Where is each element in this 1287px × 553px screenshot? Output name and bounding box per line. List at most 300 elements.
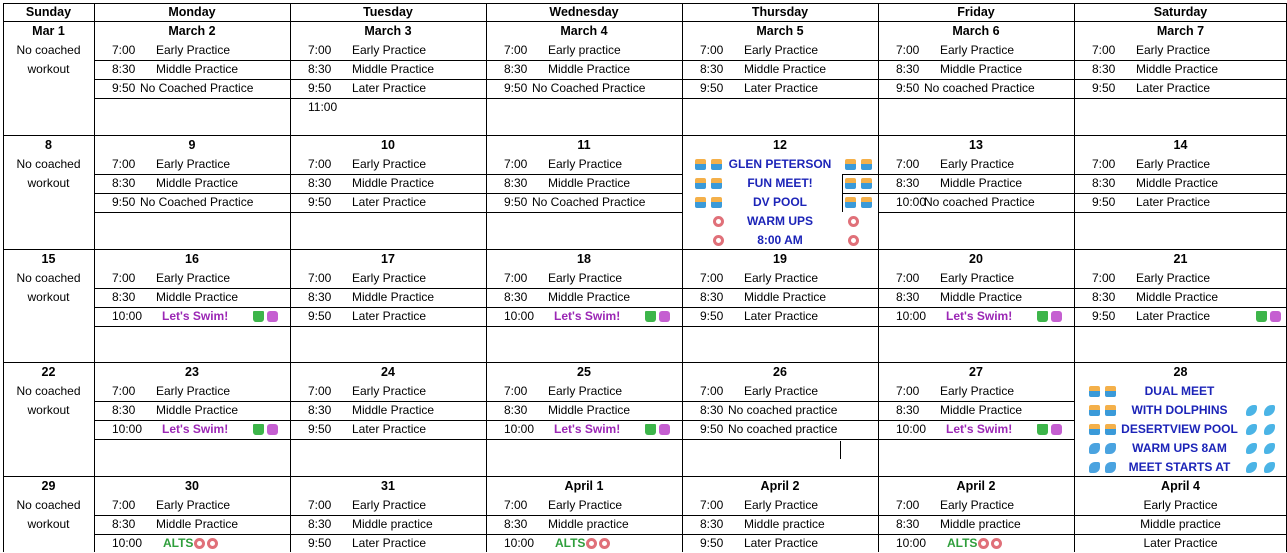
slot-activity: Later Practice [352,309,427,323]
slot-activity: Middle Practice [548,62,631,76]
slot-divider [878,326,1074,327]
sunday-note: workout [27,517,70,531]
slot-time: 10:00 [504,422,535,436]
column-divider [486,3,487,552]
swim-shorts-icon [1037,424,1048,435]
swimsuit-icon [1270,311,1281,322]
slot-activity: Middle Practice [156,62,239,76]
swim-shorts-icon [645,424,656,435]
date-label: March 7 [1156,24,1205,38]
event-text: DESERTVIEW POOL [1121,422,1238,436]
slot-activity: Early Practice [940,498,1015,512]
slot-activity: Middle Practice [1136,62,1219,76]
slot-time: 9:50 [700,81,724,95]
date-label: 12 [773,138,787,152]
slot-activity: Middle Practice [744,62,827,76]
slot-time: 8:30 [1092,62,1116,76]
event-text: 8:00 AM [757,233,803,247]
date-label: 23 [185,365,199,379]
swimmer-icon [845,197,856,208]
day-header-thursday: Thursday [751,5,809,19]
slot-time: 7:00 [896,271,920,285]
event-text: DUAL MEET [1144,384,1215,398]
slot-time: 9:50 [1092,309,1116,323]
slot-time: 7:00 [896,384,920,398]
column-divider [94,3,95,552]
event-line [682,174,878,193]
slot-divider [1074,326,1287,327]
slot-activity: No coached practice [728,422,838,436]
slot-time: 7:00 [700,498,724,512]
slot-time: 8:30 [896,290,920,304]
day-header-friday: Friday [957,5,995,19]
slot-activity: Middle Practice [156,176,239,190]
date-label: April 4 [1161,479,1200,493]
slot-activity: Later Practice [352,195,427,209]
slot-time: 9:50 [1092,195,1116,209]
slot-activity: Early Practice [156,157,231,171]
lets-swim-slot [938,307,1072,326]
slot-divider [94,212,290,213]
slot-activity: Middle Practice [744,290,827,304]
slot-activity: Middle Practice [352,176,435,190]
slot-time: 10:00 [112,422,143,436]
cursor-mark [840,441,841,459]
slot-time: 7:00 [112,384,136,398]
lets-swim-slot [546,307,680,326]
slot-activity: Middle Practice [352,290,435,304]
event-text: DV POOL [752,195,807,209]
slot-time: 7:00 [700,271,724,285]
slot-time: 7:00 [308,498,332,512]
slot-time: 10:00 [896,195,927,209]
life-ring-icon [991,538,1002,549]
swimmer-icon [861,178,872,189]
event-line [1074,382,1287,401]
slot-activity: No coached Practice [924,195,1035,209]
sunday-note: workout [27,62,70,76]
slot-divider [1074,212,1287,213]
slot-time: 10:00 [896,536,927,550]
slot-activity: Early Practice [940,43,1015,57]
date-label: 28 [1173,365,1188,379]
slot-activity: Early Practice [940,271,1015,285]
date-label: April 2 [760,479,800,493]
date-label: 8 [45,138,52,152]
slot-activity: Later Practice [352,536,427,550]
date-label: March 2 [168,24,216,38]
slot-divider [486,439,682,440]
slot-activity: Early Practice [352,384,427,398]
slot-activity: Early Practice [156,271,231,285]
slot-time: 7:00 [504,498,528,512]
slot-activity: Early Practice [352,43,427,57]
day-header-tuesday: Tuesday [363,5,413,19]
lets-swim-label: Let's Swim! [554,422,621,436]
day-header-saturday: Saturday [1153,5,1208,19]
slot-time: 8:30 [700,290,724,304]
slot-activity: Middle Practice [548,290,631,304]
slot-time: 7:00 [1092,157,1116,171]
swimmer-icon [845,178,856,189]
slot-activity: Early Practice [940,157,1015,171]
slot-time: 9:50 [308,309,332,323]
column-divider [878,3,879,552]
event-text: WITH DOLPHINS [1131,403,1228,417]
slot-activity: No Coached Practice [532,81,646,95]
date-label: 26 [773,365,787,379]
lets-swim-label: Let's Swim! [946,309,1013,323]
slot-activity: Middle Practice [352,62,435,76]
slot-activity: Later Practice [1136,81,1211,95]
sunday-note: No coached [16,271,81,285]
slot-activity: No coached Practice [924,81,1035,95]
slot-time: 9:50 [700,536,724,550]
date-label: 22 [41,365,56,379]
alts-slot [154,534,288,553]
slot-divider [486,212,682,213]
slot-time: 11:00 [308,100,338,114]
slot-time: 7:00 [308,43,332,57]
slot-time: 7:00 [896,157,920,171]
event-line [1074,401,1287,420]
sunday-note: workout [27,290,70,304]
sunday-note: workout [27,403,70,417]
day-header-monday: Monday [168,5,216,19]
slot-activity: Early Practice [744,271,819,285]
life-ring-icon [586,538,597,549]
slot-activity: Middle Practice [156,403,239,417]
slot-time: 7:00 [308,157,332,171]
sunday-note: workout [27,176,70,190]
slot-activity: Later Practice [1143,536,1218,550]
date-label: 29 [41,479,56,493]
date-label: 21 [1173,252,1188,266]
slot-time: 8:30 [700,62,724,76]
slot-time: 8:30 [504,403,528,417]
day-header-sunday: Sunday [25,5,72,19]
slot-activity: Early Practice [744,498,819,512]
event-text: WARM UPS 8AM [1132,441,1227,455]
column-divider [682,3,683,552]
alts-slot [546,534,680,553]
event-line [1074,458,1287,477]
slot-time: 8:30 [308,403,332,417]
date-label: Mar 1 [32,24,65,38]
date-label: 25 [577,365,591,379]
slot-time: 8:30 [112,517,136,531]
slot-activity: Middle Practice [1136,290,1219,304]
slot-activity: Later Practice [744,536,819,550]
swim-shorts-icon [645,311,656,322]
slot-activity: Early Practice [744,384,819,398]
slot-time: 8:30 [1092,290,1116,304]
swimmer-icon [861,159,872,170]
alts-label: ALTS [555,536,586,550]
date-label: 14 [1173,138,1188,152]
slot-divider [486,326,682,327]
date-label: 30 [185,479,199,493]
slot-activity: Early Practice [352,498,427,512]
slot-activity: Later Practice [1136,195,1211,209]
sunday-note: No coached [16,498,81,512]
date-label: 27 [969,365,983,379]
slot-time: 8:30 [112,62,136,76]
sunday-note: No coached [16,43,81,57]
alts-label: ALTS [947,536,978,550]
slot-activity: Middle practice [1140,517,1221,531]
slot-time: 7:00 [504,43,528,57]
slot-time: 9:50 [112,81,136,95]
slot-activity: Early Practice [1143,498,1218,512]
slot-time: 7:00 [112,43,136,57]
slot-time: 8:30 [700,403,724,417]
life-ring-icon [207,538,218,549]
slot-activity: Middle practice [352,517,433,531]
date-label: April 2 [956,479,996,493]
event-text: FUN MEET! [747,176,813,190]
slot-divider [290,439,486,440]
slot-activity: Later Practice [1136,309,1211,323]
life-ring-icon [599,538,610,549]
decor-line [1253,307,1283,326]
life-ring-icon [194,538,205,549]
slot-activity: Middle Practice [548,403,631,417]
slot-time: 8:30 [1092,176,1116,190]
date-label: 17 [381,252,395,266]
slot-time: 9:50 [308,536,332,550]
date-label: 31 [381,479,395,493]
swimmer-icon [845,159,856,170]
slot-activity: Early Practice [548,384,623,398]
slot-time: 7:00 [700,384,724,398]
slot-time: 9:50 [308,81,332,95]
slot-time: 8:30 [504,290,528,304]
slot-divider [94,98,290,99]
date-label: April 1 [564,479,604,493]
slot-divider [486,98,682,99]
slot-time: 7:00 [112,271,136,285]
slot-time: 8:30 [896,403,920,417]
lets-swim-slot [938,420,1072,439]
slot-divider [682,98,878,99]
event-line [1074,439,1287,458]
life-ring-icon [978,538,989,549]
slot-time: 9:50 [504,195,528,209]
swimsuit-icon [1051,311,1062,322]
slot-activity: Middle Practice [352,403,435,417]
slot-time: 9:50 [308,195,332,209]
slot-time: 8:30 [896,62,920,76]
slot-activity: Middle Practice [940,290,1023,304]
event-text: MEET STARTS AT [1128,460,1231,474]
slot-activity: Middle Practice [940,62,1023,76]
slot-time: 9:50 [308,422,332,436]
slot-time: 8:30 [896,176,920,190]
event-line [682,155,878,174]
slot-time: 7:00 [1092,43,1116,57]
slot-time: 7:00 [112,498,136,512]
swim-shorts-icon [1256,311,1267,322]
slot-time: 7:00 [308,384,332,398]
slot-activity: No coached practice [728,403,838,417]
slot-activity: Middle Practice [940,403,1023,417]
slot-divider [842,193,878,194]
lets-swim-slot [154,307,288,326]
slot-time: 7:00 [700,43,724,57]
slot-activity: Early Practice [1136,43,1211,57]
slot-divider [842,174,878,175]
date-label: March 4 [560,24,608,38]
slot-activity: Early Practice [156,43,231,57]
swimsuit-icon [1051,424,1062,435]
slot-time: 8:30 [308,62,332,76]
date-label: 16 [185,252,199,266]
slot-activity: Middle Practice [156,290,239,304]
date-label: 10 [381,138,395,152]
slot-time: 9:50 [700,422,724,436]
slot-activity: Early Practice [352,271,427,285]
slot-time: 9:50 [112,195,136,209]
event-line [682,212,878,231]
slot-time: 7:00 [896,498,920,512]
slot-divider [682,326,878,327]
date-label: 9 [188,138,196,152]
lets-swim-slot [154,420,288,439]
swimsuit-icon [659,311,670,322]
slot-time: 9:50 [700,309,724,323]
slot-activity: Early Practice [548,271,623,285]
slot-time: 7:00 [504,384,528,398]
slot-divider [682,439,878,440]
slot-time: 10:00 [504,309,535,323]
slot-activity: Early Practice [1136,271,1211,285]
swim-shorts-icon [1037,311,1048,322]
life-ring-icon [848,216,859,227]
slot-time: 7:00 [308,271,332,285]
slot-time: 8:30 [504,517,528,531]
slot-activity: Middle practice [548,517,629,531]
slot-activity: Middle practice [940,517,1021,531]
event-text: GLEN PETERSON [728,157,832,171]
slot-time: 8:30 [504,62,528,76]
slot-time: 8:30 [896,517,920,531]
slot-activity: Later Practice [744,309,819,323]
slot-time: 8:30 [700,517,724,531]
date-label: March 6 [952,24,1000,38]
slot-divider [842,174,843,212]
slot-activity: Early practice [548,43,621,57]
slot-activity: No Coached Practice [140,81,254,95]
lets-swim-slot [546,420,680,439]
slot-time: 10:00 [896,309,927,323]
slot-activity: Early Practice [1136,157,1211,171]
slot-time: 8:30 [112,176,136,190]
date-label: 15 [41,252,56,266]
swimsuit-icon [267,311,278,322]
slot-time: 7:00 [504,157,528,171]
date-label: March 5 [756,24,804,38]
event-text: WARM UPS [747,214,813,228]
slot-divider [878,439,1074,440]
slot-activity: Later Practice [352,81,427,95]
date-label: 19 [773,252,787,266]
slot-activity: Early Practice [548,157,623,171]
lets-swim-label: Let's Swim! [946,422,1013,436]
sunday-note: No coached [16,384,81,398]
slot-activity: Early Practice [156,498,231,512]
slot-divider [94,326,290,327]
slot-activity: Early Practice [548,498,623,512]
lets-swim-label: Let's Swim! [162,309,229,323]
date-label: 24 [381,365,395,379]
slot-divider [878,98,1074,99]
slot-activity: Later Practice [352,422,427,436]
slot-divider [290,212,486,213]
alts-slot [938,534,1072,553]
slot-time: 10:00 [504,536,535,550]
slot-activity: No Coached Practice [140,195,254,209]
slot-activity: Middle Practice [156,517,239,531]
slot-activity: Middle Practice [548,176,631,190]
slot-activity: Middle Practice [1136,176,1219,190]
date-label: 11 [577,138,591,152]
slot-time: 7:00 [112,157,136,171]
column-divider [290,3,291,552]
event-line [1074,420,1287,439]
slot-time: 10:00 [896,422,927,436]
swimsuit-icon [267,424,278,435]
sunday-note: No coached [16,157,81,171]
life-ring-icon [848,235,859,246]
slot-activity: Early Practice [352,157,427,171]
slot-time: 10:00 [112,309,143,323]
alts-label: ALTS [163,536,194,550]
date-label: 18 [577,252,591,266]
slot-time: 8:30 [504,176,528,190]
slot-time: 10:00 [112,536,143,550]
day-header-wednesday: Wednesday [549,5,619,19]
swim-shorts-icon [253,311,264,322]
swimsuit-icon [659,424,670,435]
date-label: 20 [969,252,983,266]
date-label: March 3 [364,24,412,38]
event-line [682,231,878,250]
slot-time: 7:00 [896,43,920,57]
slot-activity: Early Practice [156,384,231,398]
slot-time: 8:30 [112,290,136,304]
slot-time: 9:50 [896,81,920,95]
slot-activity: Middle Practice [940,176,1023,190]
slot-divider [878,212,1074,213]
date-label: 13 [969,138,983,152]
event-line [682,193,878,212]
slot-activity: Middle practice [744,517,825,531]
slot-divider [290,326,486,327]
slot-divider [1074,98,1287,99]
slot-divider [94,439,290,440]
slot-activity: Early Practice [744,43,819,57]
swimmer-icon [861,197,872,208]
slot-activity: Early Practice [940,384,1015,398]
slot-time: 8:30 [308,176,332,190]
slot-time: 8:30 [308,517,332,531]
slot-time: 8:30 [112,403,136,417]
slot-activity: No Coached Practice [532,195,646,209]
swim-shorts-icon [253,424,264,435]
lets-swim-label: Let's Swim! [162,422,229,436]
slot-time: 7:00 [504,271,528,285]
